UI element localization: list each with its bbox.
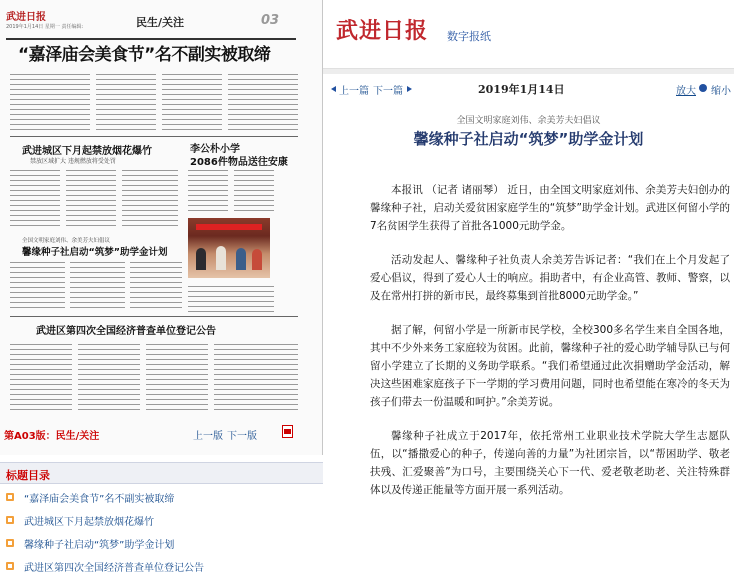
headline-fund[interactable]: 馨缘种子社启动“筑梦”助学金计划 bbox=[22, 247, 168, 258]
arrow-left-icon bbox=[331, 86, 336, 92]
text-column bbox=[10, 72, 90, 132]
pdf-icon[interactable] bbox=[282, 425, 293, 438]
lead-headline[interactable]: “嘉泽庙会美食节”名不副实被取缔 bbox=[18, 45, 271, 65]
next-page-link[interactable]: 下一版 bbox=[227, 431, 257, 442]
toc-item-label[interactable]: 馨缘种子社启动“筑梦”助学金计划 bbox=[24, 540, 175, 551]
arrow-right-icon bbox=[407, 86, 412, 92]
text-column bbox=[78, 342, 140, 414]
article-paragraph: 本报讯 （记者 诸丽琴） 近日，由全国文明家庭刘伟、余美芳夫妇创办的馨缘种子社，启动关爱贫困家庭学生的“筑梦”助学金计划。武进区何留小学的7名贫困学生获得了首批各1000元助学金。 bbox=[370, 184, 730, 232]
prev-page-link[interactable]: 上一版 bbox=[193, 431, 223, 442]
news-photo bbox=[188, 218, 270, 278]
newspaper-page-thumbnail[interactable] bbox=[0, 0, 323, 455]
text-column bbox=[228, 72, 298, 132]
headline-census[interactable]: 武进区第四次全国经济普查单位登记公告 bbox=[36, 326, 216, 337]
page-meta-line: 2019年1月14日 星期一 责任编辑: bbox=[6, 24, 84, 30]
text-column bbox=[10, 168, 60, 230]
page-nav-row bbox=[0, 422, 323, 442]
text-column bbox=[130, 260, 182, 312]
toc-item[interactable] bbox=[6, 558, 321, 576]
text-column bbox=[70, 260, 125, 312]
headline-fireworks[interactable]: 武进城区下月起禁放烟花爆竹 bbox=[22, 146, 152, 157]
toc-heading: 标题目录 bbox=[6, 469, 50, 482]
bullet-icon bbox=[6, 516, 14, 524]
page-number: 03 bbox=[261, 13, 280, 28]
article-panel bbox=[323, 0, 734, 580]
toc-item[interactable] bbox=[6, 512, 321, 530]
text-column bbox=[122, 168, 178, 230]
text-column bbox=[10, 260, 65, 312]
zoom-in-link[interactable]: 放大 bbox=[676, 86, 696, 97]
article-body bbox=[370, 181, 730, 515]
headline-fund-kicker: 全国文明家庭刘伟、余美芳夫妇倡议 bbox=[22, 238, 111, 244]
toc-item[interactable] bbox=[6, 535, 321, 553]
toc-item-label[interactable]: “嘉泽庙会美食节”名不副实被取缔 bbox=[24, 494, 175, 505]
toc-header bbox=[0, 462, 323, 484]
text-column bbox=[66, 168, 116, 230]
text-column bbox=[146, 342, 208, 414]
text-column bbox=[10, 342, 72, 414]
bullet-icon bbox=[6, 562, 14, 570]
next-article-link[interactable]: 下一篇 bbox=[373, 86, 403, 97]
brand-subtitle: 数字报纸 bbox=[447, 30, 491, 43]
text-column bbox=[188, 284, 274, 312]
toc-item-label[interactable]: 武进城区下月起禁放烟花爆竹 bbox=[24, 517, 154, 528]
header-bar bbox=[323, 68, 734, 74]
article-paragraph: 馨缘种子社成立于2017年，依托常州工业职业技术学院大学生志愿队伍，以“播撒爱心的种子，传递向善的力量”为社团宗旨，以“帮困助学、敬老扶残、汇爱聚善”为口号，主要围绕关心下一代、爱老敬老助老、关注特殊群体以及传递正能量等方面开展一系列活动。 bbox=[370, 430, 730, 496]
text-column bbox=[162, 72, 222, 132]
brand-logo[interactable]: 武进日报 bbox=[336, 18, 429, 44]
text-column bbox=[214, 342, 298, 414]
headline-fireworks-sub: 禁放区域扩大 违规燃放将受处罚 bbox=[30, 158, 116, 165]
prev-article-link[interactable]: 上一篇 bbox=[339, 86, 369, 97]
page-preview-panel bbox=[0, 0, 323, 580]
article-title: 馨缘种子社启动“筑梦”助学金计划 bbox=[413, 130, 644, 148]
bullet-icon bbox=[6, 493, 14, 501]
headline-school[interactable]: 李公朴小学 bbox=[190, 144, 240, 155]
zoom-in-icon[interactable] bbox=[699, 84, 707, 92]
toc-item[interactable] bbox=[6, 489, 321, 507]
zoom-out-link[interactable]: 缩小 bbox=[711, 86, 731, 97]
toc-item-label[interactable]: 武进区第四次全国经济普查单位登记公告 bbox=[24, 563, 204, 574]
divider bbox=[10, 136, 298, 137]
headline-school-2: 2086件物品送往安康 bbox=[190, 157, 288, 168]
headline-toc bbox=[0, 455, 323, 580]
page-masthead: 武进日报 bbox=[6, 12, 46, 23]
page-header bbox=[6, 8, 296, 40]
article-paragraph: 据了解，何留小学是一所新市民学校，全校300多名学生来自全国各地，其中不少外来务工家庭较为贫困。此前，馨缘种子社的爱心助学辅导队已与何留小学建立了长期的义务助学联系。“我们希望通过此次捐赠助学金活动，解决这些困难家庭孩子下一学期的学习费用问题，同时也希望能在寒冷的冬天为孩子们带去一份温暖和呵护。”余美芳说。 bbox=[370, 324, 730, 408]
text-column bbox=[234, 168, 274, 214]
page-label: 第A03版：民生/关注 bbox=[4, 431, 100, 442]
divider bbox=[10, 316, 298, 317]
page-section-name: 民生/关注 bbox=[136, 16, 185, 29]
text-column bbox=[96, 72, 156, 132]
issue-date: 2019年1月14日 bbox=[478, 83, 565, 96]
article-paragraph: 活动发起人、馨缘种子社负责人余美芳告诉记者：“我们在上个月发起了爱心倡议，得到了爱心人士的响应。捐助者中，有企业高管、教师、警察，以及在常州打拼的新市民，最终募集到首批8000元助学金。” bbox=[370, 254, 730, 302]
article-kicker: 全国文明家庭刘伟、余美芳夫妇倡议 bbox=[456, 116, 601, 126]
bullet-icon bbox=[6, 539, 14, 547]
text-column bbox=[188, 168, 228, 214]
